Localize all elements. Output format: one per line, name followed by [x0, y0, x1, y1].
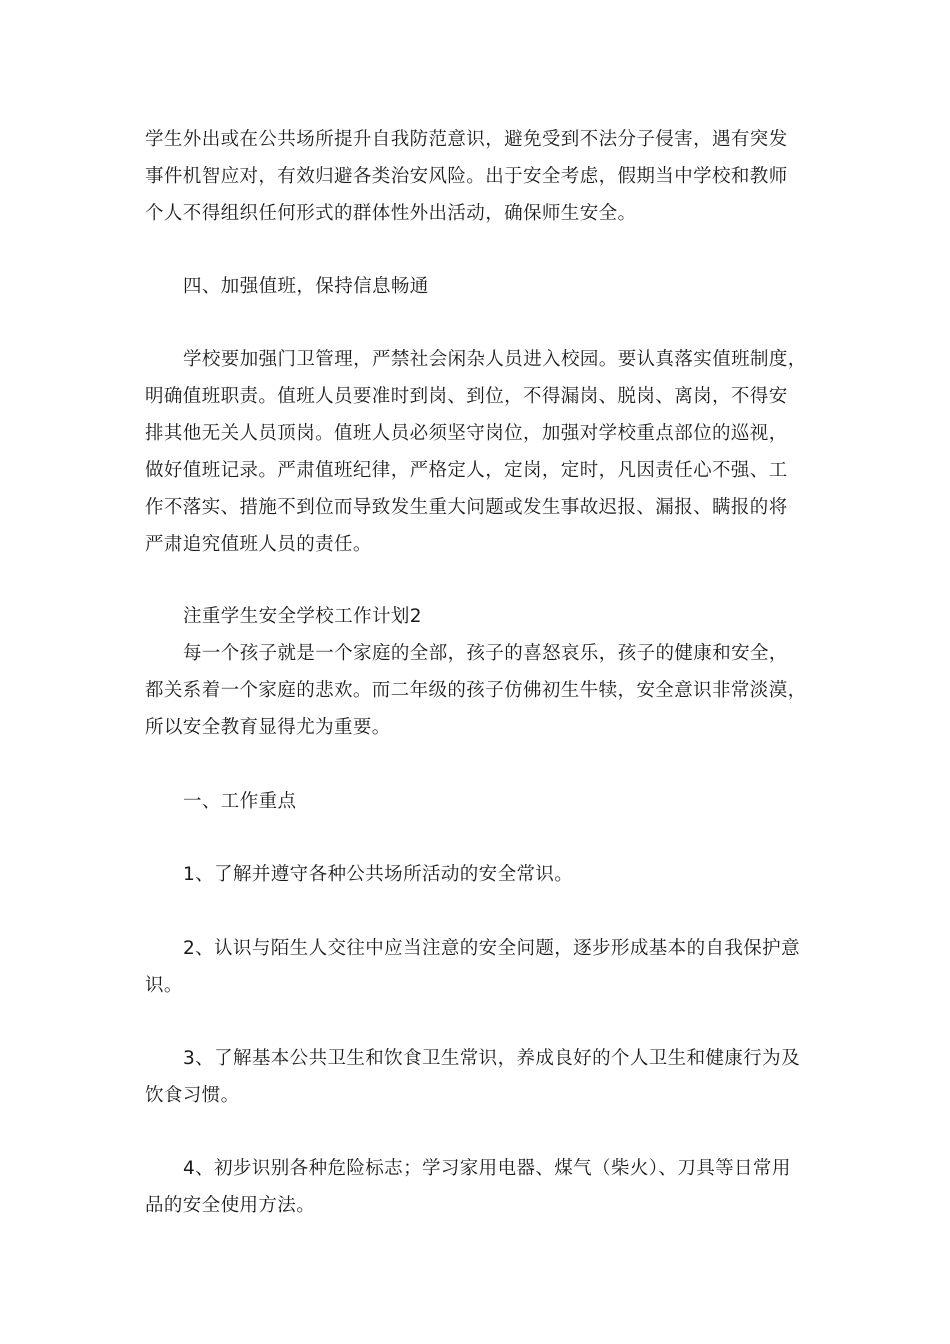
- list-item: 2、认识与陌生人交往中应当注意的安全问题，逐步形成基本的自我保护意: [183, 938, 800, 959]
- section-heading: 四、加强值班，保持信息畅通: [183, 276, 429, 297]
- section-heading: 一、工作重点: [183, 791, 297, 812]
- paragraph-line: 严肃追究值班人员的责任。: [145, 534, 372, 555]
- paragraph-line: 事件机智应对，有效归避各类治安风险。出于安全考虑，假期当中学校和教师: [145, 166, 788, 187]
- list-item: 1、了解并遵守各种公共场所活动的安全常识。: [183, 864, 574, 885]
- paragraph-line: 每一个孩子就是一个家庭的全部，孩子的喜怒哀乐，孩子的健康和安全，: [183, 643, 788, 664]
- paragraph-line: 明确值班职责。值班人员要准时到岗、到位，不得漏岗、脱岗、离岗，不得安: [145, 386, 788, 407]
- list-item: 3、了解基本公共卫生和饮食卫生常识，养成良好的个人卫生和健康行为及: [183, 1048, 800, 1069]
- paragraph-line: 所以安全教育显得尤为重要。: [145, 717, 391, 738]
- paragraph-line: 个人不得组织任何形式的群体性外出活动，确保师生安全。: [145, 203, 637, 224]
- list-item-continuation: 饮食习惯。: [145, 1085, 240, 1106]
- list-item-continuation: 品的安全使用方法。: [145, 1195, 316, 1216]
- list-item-continuation: 识。: [145, 975, 183, 996]
- paragraph-line: 作不落实、措施不到位而导致发生重大问题或发生事故迟报、漏报、瞒报的将: [145, 497, 788, 518]
- plan-title: 注重学生安全学校工作计划2: [183, 606, 422, 627]
- paragraph-line: 学校要加强门卫管理，严禁社会闲杂人员进入校园。要认真落实值班制度，: [183, 349, 807, 370]
- paragraph-line: 学生外出或在公共场所提升自我防范意识，避免受到不法分子侵害，遇有突发: [145, 129, 788, 150]
- paragraph-line: 做好值班记录。严肃值班纪律，严格定人，定岗，定时，凡因责任心不强、工: [145, 460, 788, 481]
- paragraph-line: 排其他无关人员顶岗。值班人员必须坚守岗位，加强对学校重点部位的巡视，: [145, 423, 788, 444]
- list-item: 4、初步识别各种危险标志；学习家用电器、煤气（柴火）、刀具等日常用: [183, 1158, 791, 1179]
- paragraph-line: 都关系着一个家庭的悲欢。而二年级的孩子仿佛初生牛犊，安全意识非常淡漠，: [145, 680, 807, 701]
